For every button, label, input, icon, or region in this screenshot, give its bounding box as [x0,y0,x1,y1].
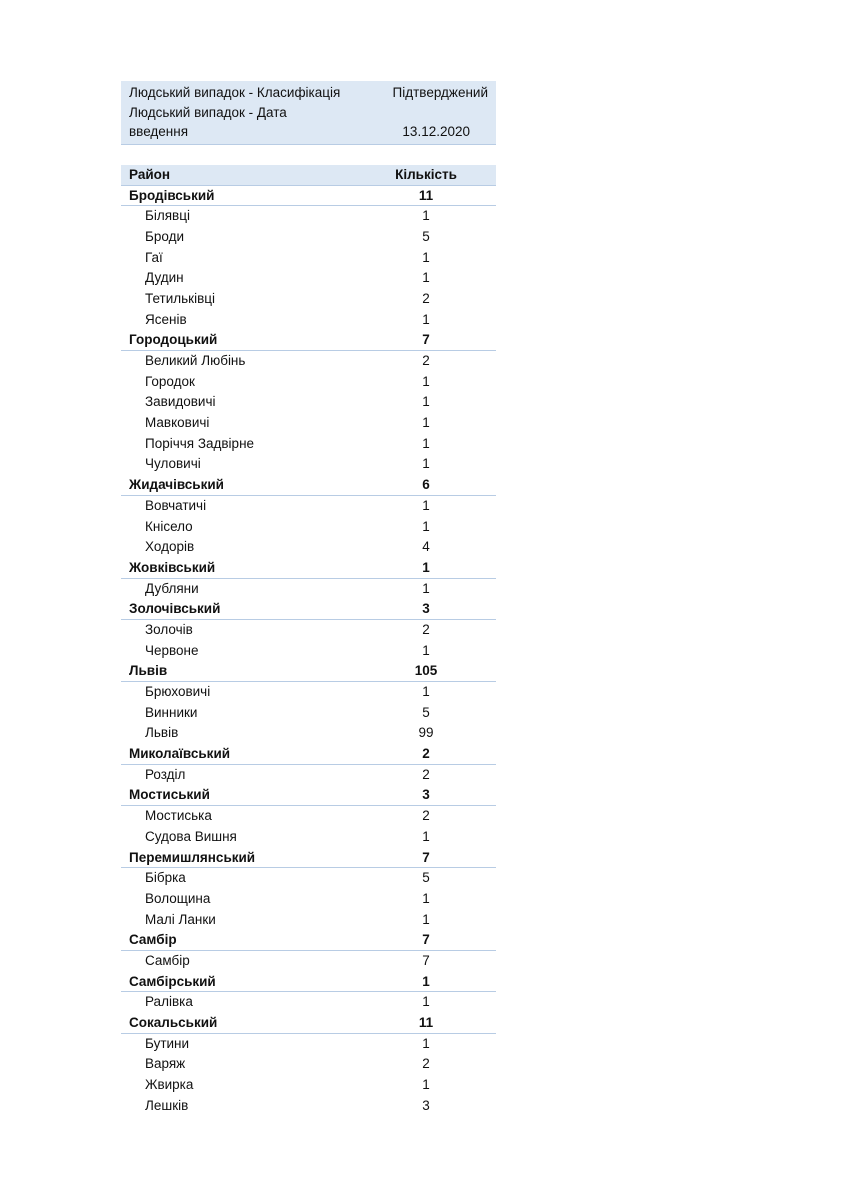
row-name: Поріччя Задвірне [145,435,255,451]
filter-value: Підтверджений [392,85,488,100]
district-row [121,330,496,351]
row-count: 1 [422,580,430,596]
town-row [121,827,496,848]
row-count: 1 [422,911,430,927]
row-name: Мостиський [129,787,210,803]
district-row [121,848,496,869]
row-count: 1 [422,435,430,451]
row-name: Брюховичі [145,684,211,699]
row-name: Мавковичі [145,415,210,431]
town-row [121,454,496,475]
town-row [121,806,496,827]
row-count: 2 [422,353,430,368]
row-name: Дубляни [145,580,199,596]
town-row [121,1075,496,1096]
row-count: 1 [422,1035,430,1051]
filter-label: Людський випадок - Класифікація [129,85,341,100]
row-name: Жидачівський [129,477,224,493]
row-name: Малі Ланки [145,911,216,927]
row-name: Жвирка [145,1077,194,1093]
row-count: 5 [422,870,430,886]
row-count: 1 [422,497,430,513]
row-name: Золочів [145,621,193,637]
row-name: Кнісело [145,518,193,534]
row-count: 2 [422,808,430,824]
district-row [121,599,496,620]
row-count: 7 [422,332,430,348]
row-name: Самбір [145,952,190,968]
town-row [121,579,496,600]
town-row [121,248,496,269]
town-row [121,517,496,538]
row-name: Варяж [145,1056,186,1072]
row-name: Судова Вишня [145,828,237,844]
row-name: Ралівка [145,994,193,1010]
row-name: Ходорів [145,539,195,555]
filter-date-line1 [129,103,488,123]
town-row [121,992,496,1013]
district-row [121,186,496,207]
town-row [121,434,496,455]
row-name: Білявці [145,208,190,224]
town-row [121,1096,496,1117]
row-name: Самбір [129,932,177,948]
row-name: Великий Любінь [145,353,246,368]
row-name: Лешків [145,1097,189,1113]
district-row [121,930,496,951]
row-count: 2 [422,746,430,762]
district-row [121,475,496,496]
filter-date-line2 [129,122,488,142]
town-row [121,682,496,703]
town-row [121,868,496,889]
row-count: 3 [422,787,430,803]
town-row [121,765,496,786]
row-count: 2 [422,1056,430,1072]
row-count: 11 [418,187,434,203]
filter-label: Людський випадок - Дата [129,104,287,120]
row-count: 2 [422,290,430,306]
row-name: Городок [145,373,195,389]
town-row [121,496,496,517]
row-name: Мостиська [145,808,212,824]
row-count: 1 [422,373,430,389]
row-name: Львів [145,725,179,741]
district-row [121,744,496,765]
row-count: 7 [422,952,430,968]
town-row [121,289,496,310]
row-name: Бродівський [129,187,215,203]
row-count: 105 [414,663,438,679]
row-name: Розділ [145,766,186,782]
header-district: Район [129,166,171,182]
row-count: 1 [422,270,430,286]
row-name: Гаї [145,249,163,265]
row-name: Броди [145,228,184,244]
town-row [121,537,496,558]
row-name: Сокальський [129,1015,218,1030]
row-count: 1 [422,642,430,658]
row-count: 1 [422,1077,430,1093]
filter-value: 13.12.2020 [402,124,470,139]
district-row [121,972,496,993]
row-count: 6 [422,477,430,493]
town-row [121,310,496,331]
row-name: Червоне [145,642,199,658]
town-row [121,392,496,413]
row-count: 5 [422,704,430,720]
filter-label: введення [129,124,189,139]
row-count: 1 [422,311,430,327]
row-count: 3 [422,1097,430,1113]
filter-classification [129,83,488,103]
row-name: Винники [145,704,198,720]
row-name: Волощина [145,890,211,906]
row-name: Городоцький [129,332,218,348]
town-row [121,1034,496,1055]
filter-block [121,81,496,145]
row-name: Самбірський [129,973,216,989]
row-name: Вовчатичі [145,497,207,513]
report-sheet [121,81,496,1116]
district-row [121,1013,496,1034]
row-name: Завидовичі [145,394,216,410]
town-row [121,641,496,662]
row-count: 4 [422,539,430,555]
town-row [121,910,496,931]
district-row [121,558,496,579]
row-count: 1 [422,518,430,534]
town-row [121,723,496,744]
row-count: 1 [422,415,430,431]
row-count: 1 [422,994,430,1010]
row-count: 5 [422,228,430,244]
header-count: Кількість [395,166,457,182]
row-name: Чуловичі [145,456,201,472]
row-count: 1 [422,394,430,410]
town-row [121,372,496,393]
town-row [121,227,496,248]
row-count: 1 [422,208,430,224]
row-name: Золочівський [129,601,221,617]
row-name: Перемишлянський [129,849,256,865]
row-count: 1 [422,456,430,472]
row-name: Бутини [145,1035,190,1051]
row-count: 1 [422,249,430,265]
row-count: 1 [422,559,430,575]
town-row [121,351,496,372]
row-name: Дудин [145,270,184,286]
row-count: 11 [418,1015,434,1030]
row-name: Бібрка [145,870,186,886]
row-count: 1 [422,890,430,906]
district-row [121,661,496,682]
town-row [121,889,496,910]
row-name: Жовківський [129,559,216,575]
town-row [121,268,496,289]
row-count: 99 [418,725,434,741]
table-body [121,186,496,1117]
town-row [121,206,496,227]
row-count: 2 [422,766,430,782]
town-row [121,703,496,724]
row-name: Львів [129,663,168,679]
district-row [121,785,496,806]
town-row [121,951,496,972]
row-count: 7 [422,849,430,865]
row-count: 7 [422,932,430,948]
table-header [121,165,496,186]
row-count: 1 [422,684,430,699]
row-name: Миколаївський [129,746,231,762]
row-count: 1 [422,973,430,989]
row-name: Тетильківці [145,290,215,306]
row-count: 2 [422,621,430,637]
town-row [121,413,496,434]
town-row [121,620,496,641]
row-count: 1 [422,828,430,844]
town-row [121,1054,496,1075]
row-count: 3 [422,601,430,617]
row-name: Ясенів [145,311,187,327]
